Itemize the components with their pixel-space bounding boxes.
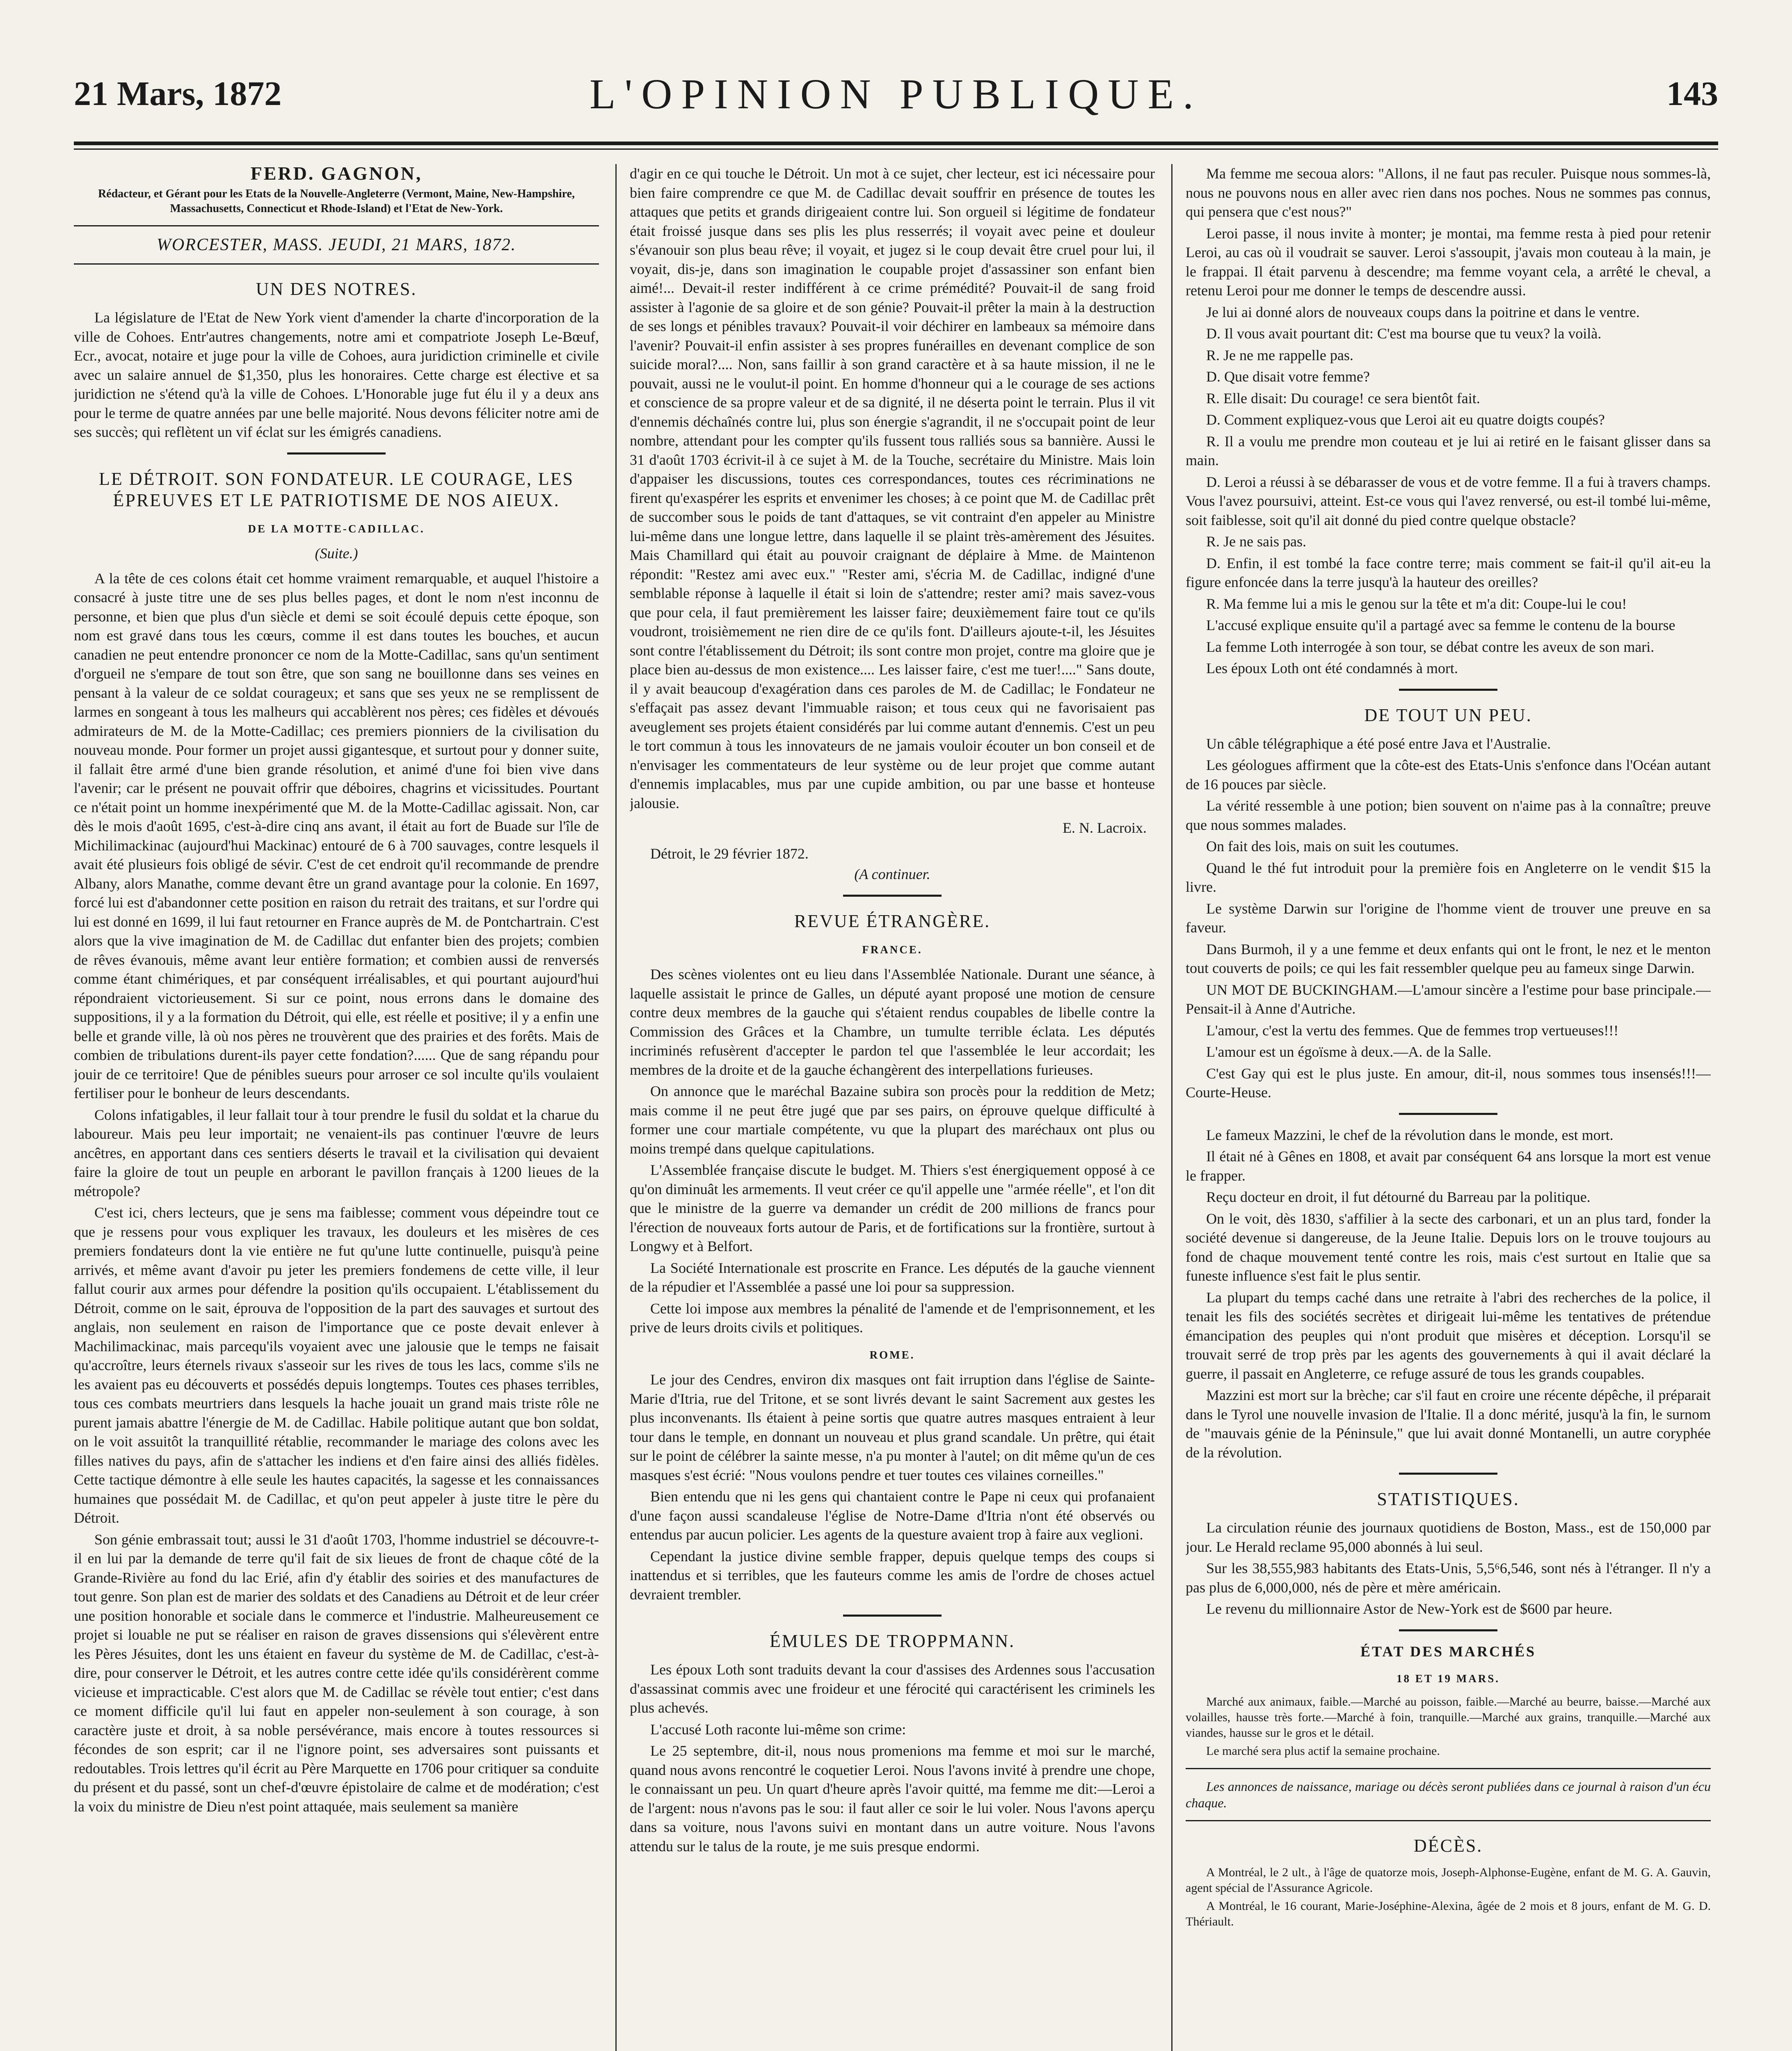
dateline: WORCESTER, MASS. JEUDI, 21 MARS, 1872. bbox=[156, 235, 517, 254]
interrogation-line: D. Il vous avait pourtant dit: C'est ma bourse que tu veux? la voilà. bbox=[1206, 325, 1602, 342]
news-paragraph: Cette loi impose aux membres la pénalité de l'amende et de l'emprisonnement, et les prive de leurs droits civils et politiques. bbox=[630, 1300, 1155, 1336]
section-title: STATISTIQUES. bbox=[1377, 1489, 1520, 1509]
news-paragraph: La femme Loth interrogée à son tour, se débat contre les aveux de son mari. bbox=[1206, 638, 1655, 655]
news-paragraph: Reçu docteur en droit, il fut détourné du Barreau par la politique. bbox=[1206, 1189, 1591, 1205]
brief-item: Le système Darwin sur l'origine de l'homme vient de trouver une preuve en sa faveur. bbox=[1186, 900, 1711, 936]
section-separator bbox=[843, 1615, 942, 1617]
interrogation-line: D. Comment expliquez-vous que Leroi ait eu quatre doigts coupés? bbox=[1206, 411, 1605, 428]
stat-item: La circulation réunie des journaux quotidiens de Boston, Mass., est de 150,000 par jour. Le Herald reclame 95,000 abonnés à lui seul. bbox=[1186, 1519, 1711, 1555]
section-separator bbox=[1399, 689, 1497, 691]
news-paragraph: Mazzini est mort sur la brèche; car s'il faut en croire une récente dépêche, il préparait dans le Tyrol une nouvelle invasion de l'Italie. Il a donc mérité, jusqu'à la fin, le surnom de "mauvais génie de la Péninsule," que lui avait donné Montanelli, un autre coryphée de la révolution. bbox=[1186, 1387, 1711, 1461]
news-paragraph: Des scènes violentes ont eu lieu dans l'Assemblée Nationale. Durant une séance, à laquelle assistait le prince de Galles, un député ayant proposé une motion de censure contre deux membres de la gauche qui s'étaient rendus coupables de libelle contre la Commission des Grâces et la Chambre, un tumulte terrible éclata. Les députés incriminés refusèrent d'accepter le pardon tel que l'assemblée le leur accordait; les membres de la droite et de la gauche échangèrent des interpellations furieuses. bbox=[630, 966, 1155, 1078]
interrogation-line: D. Enfin, il est tombé la face contre terre; mais comment se fait-il qu'il ait-eu la figure enfoncée dans la terre jusqu'à la hauteur des oreilles? bbox=[1186, 555, 1711, 590]
news-paragraph: Bien entendu que ni les gens qui chantaient contre le Pape ni ceux qui profanaient d'une façon aussi scandaleuse l'église de Notre-Dame d'Itria n'ont été observés ou entendus par aucun policier. Les agents de la questure avaient trop à faire aux veglioni. bbox=[630, 1488, 1155, 1543]
column-divider bbox=[1171, 164, 1173, 2051]
article-subtitle: DE LA MOTTE-CADILLAC. bbox=[248, 522, 425, 535]
article-title: LE DÉTROIT. SON FONDATEUR. LE COURAGE, LES ÉPREUVES ET LE PATRIOTISME DE NOS AIEUX. bbox=[99, 468, 574, 510]
news-paragraph: Il était né à Gênes en 1808, et avait par conséquent 64 ans lorsque la mort est venue le frapper. bbox=[1186, 1148, 1711, 1184]
market-dates: 18 ET 19 MARS. bbox=[1396, 1672, 1500, 1685]
article-paragraph: A la tête de ces colons était cet homme vraiment remarquable, et auquel l'histoire a consacré à juste titre une de ses plus belles pages, et dont le nom n'est inconnu de personne, et bien que plus d'un siècle et demi se soit écoulé depuis cette époque, son nom est gravé dans tous les cœurs, comme il est dans toutes les bouches, et aucun canadien ne peut entendre prononcer ce nom de la Motte-Cadillac, sans qu'un sentiment d'orgueil ne s'empare de tout son être, que son sang ne bouillonne dans ses veines en pensant à la valeur de ce soldat courageux; et sans que ses yeux ne se remplissent de larmes en songeant à tous les malheurs qui accablèrent nos pères; ces fidèles et dévoués admirateurs de M. de la Motte-Cadillac; ces premiers pionniers de la civilisation du nouveau monde. Pour former un projet aussi gigantesque, et surtout pour y donner suite, il fallait être armé d'une bien grande résolution, et animé d'une foi bien vive dans l'avenir; car le présent ne pouvait offrir que déboires, chagrins et vicissitudes. Pourtant ce n'était point un homme inexpérimenté que M. de la Motte-Cadillac agissait. Non, car dès le mois d'août 1695, c'est-à-dire cinq ans avant, il était au fort de Buade sur l'île de Michilimackinac (aujourd'hui Mackinac) entouré de 6 à 700 sauvages, contre lesquels il avait été plusieurs fois obligé de sévir. C'est de cet endroit qu'il recommande de prendre Albany, alors Manathe, comme devant être un grand avantage pour la colonie. En 1697, forcé lui est d'abandonner cette position en raison du retrait des traitans, et sur l'ordre qui lui est donné en 1699, il lui faut retourner en France auprès de M. de Pontchartrain. C'est alors que la vive imagination de M. de Cadillac dut enfanter bien des projets; combien de rêves évanouis, même avant leur entière formation; et combien aussi de renversés comme étant chimériques, et par conséquent irréalisables, et qui pourtant aujourd'hui répondraient victorieusement. Si sur ce point, nous errons dans le domaine des suppositions, il y a la formation du Détroit, qui elle, est réelle et positive; il y a enfin une belle et grande ville, là où nos pères ne trouvèrent que des prairies et des forêts. Mais de combien de tribulations durent-ils payer cette fondation?...... Que de sang répandu pour jouir de ce territoire! Que de pénibles sueurs pour arroser ce sol inculte qu'ils voulaient fertiliser pour le bonheur de leurs descendants. bbox=[74, 570, 599, 1101]
news-paragraph: Ma femme me secoua alors: "Allons, il ne faut pas reculer. Puisque nous sommes-là, nous ne pouvons nous en aller avec rien dans nos poches. Nous ne sommes pas connus, qui pensera que c'est nous?" bbox=[1186, 165, 1711, 220]
article-title: UN DES NOTRES. bbox=[256, 279, 417, 299]
to-be-continued: (A continuer. bbox=[854, 866, 930, 882]
article-signature: E. N. Lacroix. bbox=[1063, 820, 1147, 836]
proprietor-name: FERD. GAGNON, bbox=[250, 164, 423, 184]
section-title: ÉTAT DES MARCHÉS bbox=[1360, 1643, 1536, 1660]
subsection-heading: FRANCE. bbox=[862, 943, 923, 956]
subsection-heading: ROME. bbox=[869, 1348, 915, 1361]
death-notice: A Montréal, le 2 ult., à l'âge de quatorze mois, Joseph-Alphonse-Eugène, enfant de M. G. A. Gauvin, agent spécial de l'Assurance Agricole. bbox=[1186, 1865, 1711, 1895]
article-paragraph: La législature de l'Etat de New York vient d'amender la charte d'incorporation de la ville de Cohoes. Entr'autres changements, notre ami et compatriote Joseph Le-Bœuf, Ecr., avocat, notaire et juge pour la ville de Cohoes, aura juridiction criminelle et civile avec un salaire annuel de $1,350, plus les honoraires. Cette charge est élective et sa juridiction ne s'étend qu'à la ville de Cohoes. L'Honorable juge fut élu il y a deux ans pour le terme de quatre années par une belle majorité. Nous devons féliciter notre ami de ses succès; qui reflètent un vif éclat sur les émigrés canadiens. bbox=[74, 309, 599, 440]
brief-item: L'amour est un égoïsme à deux.—A. de la Salle. bbox=[1206, 1044, 1492, 1060]
market-outlook: Le marché sera plus actif la semaine prochaine. bbox=[1206, 1744, 1440, 1758]
brief-item: Quand le thé fut introduit pour la première fois en Angleterre on le vendit $15 la livre. bbox=[1186, 859, 1711, 895]
section-separator bbox=[843, 895, 942, 897]
interrogation-line: R. Elle disait: Du courage! ce sera bientôt fait. bbox=[1206, 390, 1480, 407]
proprietor-description: Rédacteur, et Gérant pour les Etats de la Nouvelle-Angleterre (Vermont, Maine, New-Hampshire, Massachusetts, Connecticut et Rhode-Island) et l'Etat de New-York. bbox=[98, 187, 575, 215]
news-paragraph: L'Assemblée française discute le budget. M. Thiers s'est énergiquement opposé à ce qu'on diminuât les armements. Il veut créer ce qu'il appelle une "armée réelle", et l'on dit que le ministre de la guerre va demander un crédit de 200 millions de francs pour l'érection de nouveaux forts autour de Paris, et de fortifications sur la frontière, surtout à Longwy et à Belfort. bbox=[630, 1162, 1155, 1254]
news-paragraph: L'accusé explique ensuite qu'il a partagé avec sa femme le contenu de la bourse bbox=[1206, 617, 1675, 633]
page-number: 143 bbox=[1666, 75, 1718, 113]
divider bbox=[1186, 1768, 1711, 1769]
section-separator bbox=[1399, 1113, 1497, 1115]
stat-item: Sur les 38,555,983 habitants des Etats-Unis, 5,5⁶6,546, sont nés à l'étranger. Il n'y a pas plus de 6,000,000, nés de père et mère américain. bbox=[1186, 1560, 1711, 1596]
column-divider bbox=[615, 164, 617, 2051]
brief-item: La vérité ressemble à une potion; bien souvent on n'aime pas à la connaître; preuve que nous sommes malades. bbox=[1186, 797, 1711, 833]
news-paragraph: L'accusé Loth raconte lui-même son crime: bbox=[650, 1721, 906, 1738]
article-paragraph: C'est ici, chers lecteurs, que je sens ma faiblesse; comment vous dépeindre tout ce que je ressens pour vous expliquer les travaux, les douleurs et les misères de ces premiers fondateurs dont la vie entière ne fut qu'une lutte continuelle, puisqu'à peine arrivés, et même avant d'avoir pu jeter les premiers fondemens de cette ville, il leur fallut courir aux armes pour défendre la position qu'ils occupaient. L'établissement du Détroit, comme on le sait, éprouva de l'opposition de la part des sauvages et surtout des anglais, non seulement en raison de l'importance que ce poste devait enlever à Machilimackinac, mais parcequ'ils voyaient avec une jalousie que le temps ne faisait qu'accroître, leurs éternels rivaux s'asseoir sur les rives de tous les lacs, comme s'ils ne les avaient pas eu découverts et possédés depuis longtemps. Toutes ces phases terribles, tous ces combats meurtriers dans lesquels la hache jouait un grand mais triste rôle ne purent jamais abattre l'énergie de M. de Cadillac. Habile politique autant que bon soldat, on le voit assuitôt la tranquillité rétablie, recommander le mariage des colons avec les filles natives du pays, afin de s'attacher les indiens et d'en faire ainsi des alliés fidèles. Cette tactique démontre à elle seule les hautes capacités, la sagesse et les connaissances humaines que possédait M. de Cadillac, et qu'on peut appeler à juste titre le père du Détroit. bbox=[74, 1204, 599, 1526]
section-separator bbox=[1399, 1629, 1497, 1631]
section-title: REVUE ÉTRANGÈRE. bbox=[794, 911, 991, 931]
brief-item: UN MOT DE BUCKINGHAM.—L'amour sincère a l'estime pour base principale.—Pensait-il à Anne d'Autriche. bbox=[1186, 981, 1711, 1017]
brief-item: L'amour, c'est la vertu des femmes. Que de femmes trop vertueuses!!! bbox=[1206, 1022, 1619, 1039]
brief-item: Les géologues affirment que la côte-est des Etats-Unis s'enfonce dans l'Océan autant de 16 pouces par siècle. bbox=[1186, 757, 1711, 793]
news-paragraph: Les époux Loth ont été condamnés à mort. bbox=[1206, 660, 1458, 676]
issue-date: 21 Mars, 1872 bbox=[74, 75, 282, 113]
column-2 bbox=[630, 164, 1155, 2051]
interrogation-line: R. Il a voulu me prendre mon couteau et je lui ai retiré en le faisant glisser dans sa main. bbox=[1186, 433, 1711, 468]
news-paragraph: Le fameux Mazzini, le chef de la révolution dans le monde, est mort. bbox=[1206, 1126, 1614, 1143]
article-paragraph: Son génie embrassait tout; aussi le 31 d'août 1703, l'homme industriel se découvre-t-il en lui par la demande de terre qu'il fait de six lieues de front de chaque côté de la Grande-Rivière au fond du lac Erié, afin d'y établir des soiries et des manufactures de tout genre. Son plan est de marier des soldats et des Canadiens au Détroit et de leur créer une position honorable et sociale dans le commerce et l'industrie. Malheureusement ce projet si louable ne put se réaliser en raison de graves dissensions qui s'élevèrent entre les Pères Jésuites, dont les uns étaient en faveur du système de M. de Cadillac, c'est-à-dire, pour conserver le Détroit, et les autres contre cette idée qu'ils considérèrent comme vicieuse et impracticable. C'est alors que M. de Cadillac se révèle tout entier; c'est dans ce moment difficile qu'il lui faut en appeler non-seulement à son courage, à son caractère juste et droit, à sa noble persévérance, mais encore à toutes ressources si fécondes de son esprit; car il ne l'ignore point, ses adversaires sont puissants et redoutables. Trois lettres qu'il écrit au Père Marquette en 1706 pour critiquer sa conduite du présent et du passé, sont un chef-d'œuvre épistolaire de calme et de modération; c'est la voix du ministre de Dieu n'est point attaquée, mais seulement sa manière bbox=[74, 1531, 599, 1815]
section-separator bbox=[287, 452, 386, 455]
masthead bbox=[74, 62, 1718, 148]
interrogation-line: D. Leroi a réussi à se débarasser de vous et de votre femme. Il a fui à travers champs. Vous l'avez poursuivi, atteint. Est-ce vous qui l'avez renversé, ou est-il tombé lui-même, soit faiblesse, soit qu'il ait donné du pied contre quelque obstacle? bbox=[1186, 473, 1711, 528]
interrogation-line: R. Ma femme lui a mis le genou sur la tête et m'a dit: Coupe-lui le cou! bbox=[1206, 595, 1627, 612]
news-paragraph: On le voit, dès 1830, s'affilier à la secte des carbonari, et un an plus tard, fonder la société devenue si dangereuse, de la Jeune Italie. Depuis lors on le trouve toujours au fond de chaque mouvement tenté contre les rois, mais c'est surtout en Italie que sa funeste influence s'est fait le plus sentir. bbox=[1186, 1210, 1711, 1284]
announcement-notice: Les annonces de naissance, mariage ou décès seront publiées dans ce journal à raison d'un écu chaque. bbox=[1186, 1779, 1711, 1810]
news-paragraph: On annonce que le maréchal Bazaine subira son procès pour la reddition de Metz; mais comme il ne peut être jugé que par ses pairs, on éprouve quelque difficulté à former une cour martiale compétente, vu que la plupart des maréchaux ont plus ou moins trempé dans quelque capitulations. bbox=[630, 1083, 1155, 1157]
newspaper-title: L'OPINION PUBLIQUE. bbox=[589, 71, 1202, 118]
news-paragraph: Je lui ai donné alors de nouveaux coups dans la poitrine et dans le ventre. bbox=[1206, 304, 1640, 320]
interrogation-line: R. Je ne sais pas. bbox=[1206, 533, 1306, 550]
news-paragraph: Le 25 septembre, dit-il, nous nous promenions ma femme et moi sur le marché, quand nous avons rencontré le coquetier Leroi. Nous l'avons invité à prendre une chope, le connaissant un peu. Un quart d'heure après l'avoir quitté, ma femme me dit:—Leroi a de l'argent: nous n'avons pas le sou: il faut aller ce soir le lui voler. Nous l'avons aperçu dans sa voiture, nous l'avons suivi en montant dans un autre voiture. Nous l'avons attendu sur le talus de la route, je me suis presque endormi. bbox=[630, 1743, 1155, 1855]
divider bbox=[1186, 1820, 1711, 1821]
stat-item: Le revenu du millionnaire Astor de New-York est de $600 par heure. bbox=[1206, 1601, 1613, 1617]
masthead-rule bbox=[74, 142, 1718, 145]
section-title: DÉCÈS. bbox=[1413, 1835, 1483, 1856]
masthead-rule-thin bbox=[74, 148, 1718, 150]
brief-item: Un câble télégraphique a été posé entre Java et l'Australie. bbox=[1206, 735, 1551, 752]
news-paragraph: Les époux Loth sont traduits devant la cour d'assises des Ardennes sous l'accusation d'assassinat commis avec une froideur et une férocité qui caractérisent les criminels les plus achevés. bbox=[630, 1661, 1155, 1716]
article-place-date: Détroit, le 29 février 1872. bbox=[650, 845, 809, 862]
interrogation-line: R. Je ne me rappelle pas. bbox=[1206, 347, 1353, 363]
news-paragraph: La plupart du temps caché dans une retraite à l'abri des recherches de la police, il tenait les fils des sociétés secrètes et dirigeait lui-même les tentatives de prétendue émancipation des peuples qui n'ont produit que misères et déception. Lorsqu'il se trouvait serré de trop près par les agents des gouvernements à qui il avait déclaré la guerre, il passait en Angleterre, ce refuge assuré de tous les grands coupables. bbox=[1186, 1289, 1711, 1382]
section-title: DE TOUT UN PEU. bbox=[1364, 705, 1532, 725]
brief-item: On fait des lois, mais on suit les coutumes. bbox=[1206, 838, 1459, 854]
news-paragraph: Le jour des Cendres, environ dix masques ont fait irruption dans l'église de Sainte-Marie d'Itria, rue del Tritone, et se sont livrés devant le saint Sacrement aux gestes les plus inconvenants. Ils étaient à peine sortis que quatre autres masques entraient à leur tour dans le temple, en donnant un nouveau et plus grand scandale. Un prêtre, qui était sur le point de célébrer la sainte messe, n'a pu monter à l'autel; on dit même qu'un de ces masques s'est écrié: "Nous voulons pendre et tuer toutes ces vilaines corneilles." bbox=[630, 1371, 1155, 1483]
suite-note: (Suite.) bbox=[315, 545, 358, 562]
column-3 bbox=[1186, 164, 1711, 2051]
market-report: Marché aux animaux, faible.—Marché au poisson, faible.—Marché au beurre, baisse.—Marché aux volailles, hausse très forte.—Marché à foin, tranquille.—Marché aux grains, tranquille.—Marché aux viandes, hausse sur le gros et le détail. bbox=[1186, 1695, 1711, 1740]
article-paragraph: d'agir en ce qui touche le Détroit. Un mot à ce sujet, cher lecteur, est ici nécessaire pour bien faire comprendre ce que M. de Cadillac devait souffrir en présence de toutes les attaques que petits et grands dirigeaient contre lui. Son orgueil si légitime de fondateur était froissé jusque dans ses plis les plus resserrés; il voyait avec peine et douleur s'évanouir son plus beau rêve; il voyait, et jugez si le coup devait être cruel pour lui, il voyait, dis-je, dans son imagination le coupable projet d'assassiner son enfant bien aimé!... Devait-il rester indifférent à ce crime prémédité? Pouvait-il de sang froid assister à l'agonie de sa gloire et de son génie? Pouvait-il prêter la main à la destruction de ses longs et pénibles travaux? Pouvait-il voir déchirer en lambeaux sa mémoire dans l'avenir? Pouvait-il enfin assister à ses propres funérailles en devenant complice de son suicide moral?.... Non, sans faillir à son grand caractère et à sa haute mission, il ne le pouvait, aussi ne le voulut-il point. En homme d'honneur qui a le courage de ses actions et conscience de sa propre valeur et de sa dignité, il ne déserta point le terrain. Plus il vit d'ennemis déchaînés contre lui, plus son énergie s'agrandit, il ne s'occupait point de leur nombre, attendant pour les compter qu'ils fussent tous ralliés sous sa bannière. Aussi le 31 d'août 1703 écrivit-il à ce sujet à M. de la Touche, secrétaire du Ministre. Mais loin d'appaiser les discussions, toutes ces correspondances, toutes ces récriminations ne firent qu'exaspérer les esprits et envenimer les choses; à ce point que M. de Cadillac prêt de succomber sous le poids de tant d'attaques, se vit contraint d'en appeler au Ministre lui-même dans une longue lettre, dans laquelle il se plaint très-amèrement des Jésuites. Mais Chamillard qui était au pouvoir craignant de déplaire à Mme. de Maintenon répondit: "Restez ami avec eux." "Rester ami, s'écria M. de Cadillac, indigné d'une semblable réponse à laquelle il était si loin de s'attendre; rester ami? mais savez-vous que pour cela, il faut premièrement les laisser faire; deuxièmement faire tout ce qu'ils voudront, troisièmement ne rien dire de ce qu'ils font. D'ailleurs ajoute-t-il, les Jésuites sont contre l'établissement du Détroit; ils sont contre mon projet, contre ma gloire que je place bien au-dessus de mon existence.... Les laisser faire, c'est me tuer!...." Sans doute, il y avait beaucoup d'exagération dans ces paroles de M. de Cadillac; le Fondateur ne s'effaçait pas assez devant l'immuable raison; et tous ceux qui ne favorisaient pas aveuglement ses projets étaient considérés par lui comme autant d'ennemis. C'est un peu le tort commun à tous les innovateurs de ne jamais vouloir écouter un bon conseil et de n'envisager les commentateurs de leur système ou de leur projet que comme autant d'ennemis implacables, mus par une cupide ambition, ou par une basse et honteuse jalousie. bbox=[630, 165, 1155, 811]
column-1 bbox=[74, 164, 599, 2051]
section-title: ÉMULES DE TROPPMANN. bbox=[769, 1631, 1015, 1651]
brief-item: C'est Gay qui est le plus juste. En amour, dit-il, nous sommes tous insensés!!!—Courte-Heuse. bbox=[1186, 1065, 1711, 1101]
brief-item: Dans Burmoh, il y a une femme et deux enfants qui ont le front, le nez et le menton tout couverts de poils; ce qui les fait ressembler quelque peu au fameux singe Darwin. bbox=[1186, 941, 1711, 976]
news-paragraph: La Société Internationale est proscrite en France. Les députés de la gauche viennent de la répudier et l'Assemblée a passé une loi pour sa suppression. bbox=[630, 1259, 1155, 1295]
news-paragraph: Cependant la justice divine semble frapper, depuis quelque temps des coups si inattendus et si terribles, que les fauteurs comme les amis de l'ordre de choses actuel devraient trembler. bbox=[630, 1548, 1155, 1603]
divider bbox=[74, 263, 599, 265]
article-paragraph: Colons infatigables, il leur fallait tour à tour prendre le fusil du soldat et la charue du laboureur. Mais peu leur importait; ne venaient-ils pas continuer l'œuvre de leurs ancêtres, en apportant dans ces sentiers déserts le travail et la civilisation qui devaient faire la gloire de tout un peuple en arborant le pavillon français à 1200 lieues de la métropole? bbox=[74, 1106, 599, 1199]
death-notice: A Montréal, le 16 courant, Marie-Joséphine-Alexina, âgée de 2 mois et 8 jours, enfant de M. G. D. Thériault. bbox=[1186, 1899, 1711, 1928]
news-paragraph: Leroi passe, il nous invite à monter; je montai, ma femme resta à pied pour retenir Leroi, au cas où il voudrait se sauver. Leroi s'assoupit, j'avais mon couteau à la main, je le frappai. Il était parvenu à descendre; ma femme voyant cela, a arrêté le cheval, a retenu Leroi pour me donner le temps de descendre aussi. bbox=[1186, 225, 1711, 299]
section-separator bbox=[1399, 1473, 1497, 1475]
divider bbox=[74, 225, 599, 226]
interrogation-line: D. Que disait votre femme? bbox=[1206, 368, 1370, 385]
